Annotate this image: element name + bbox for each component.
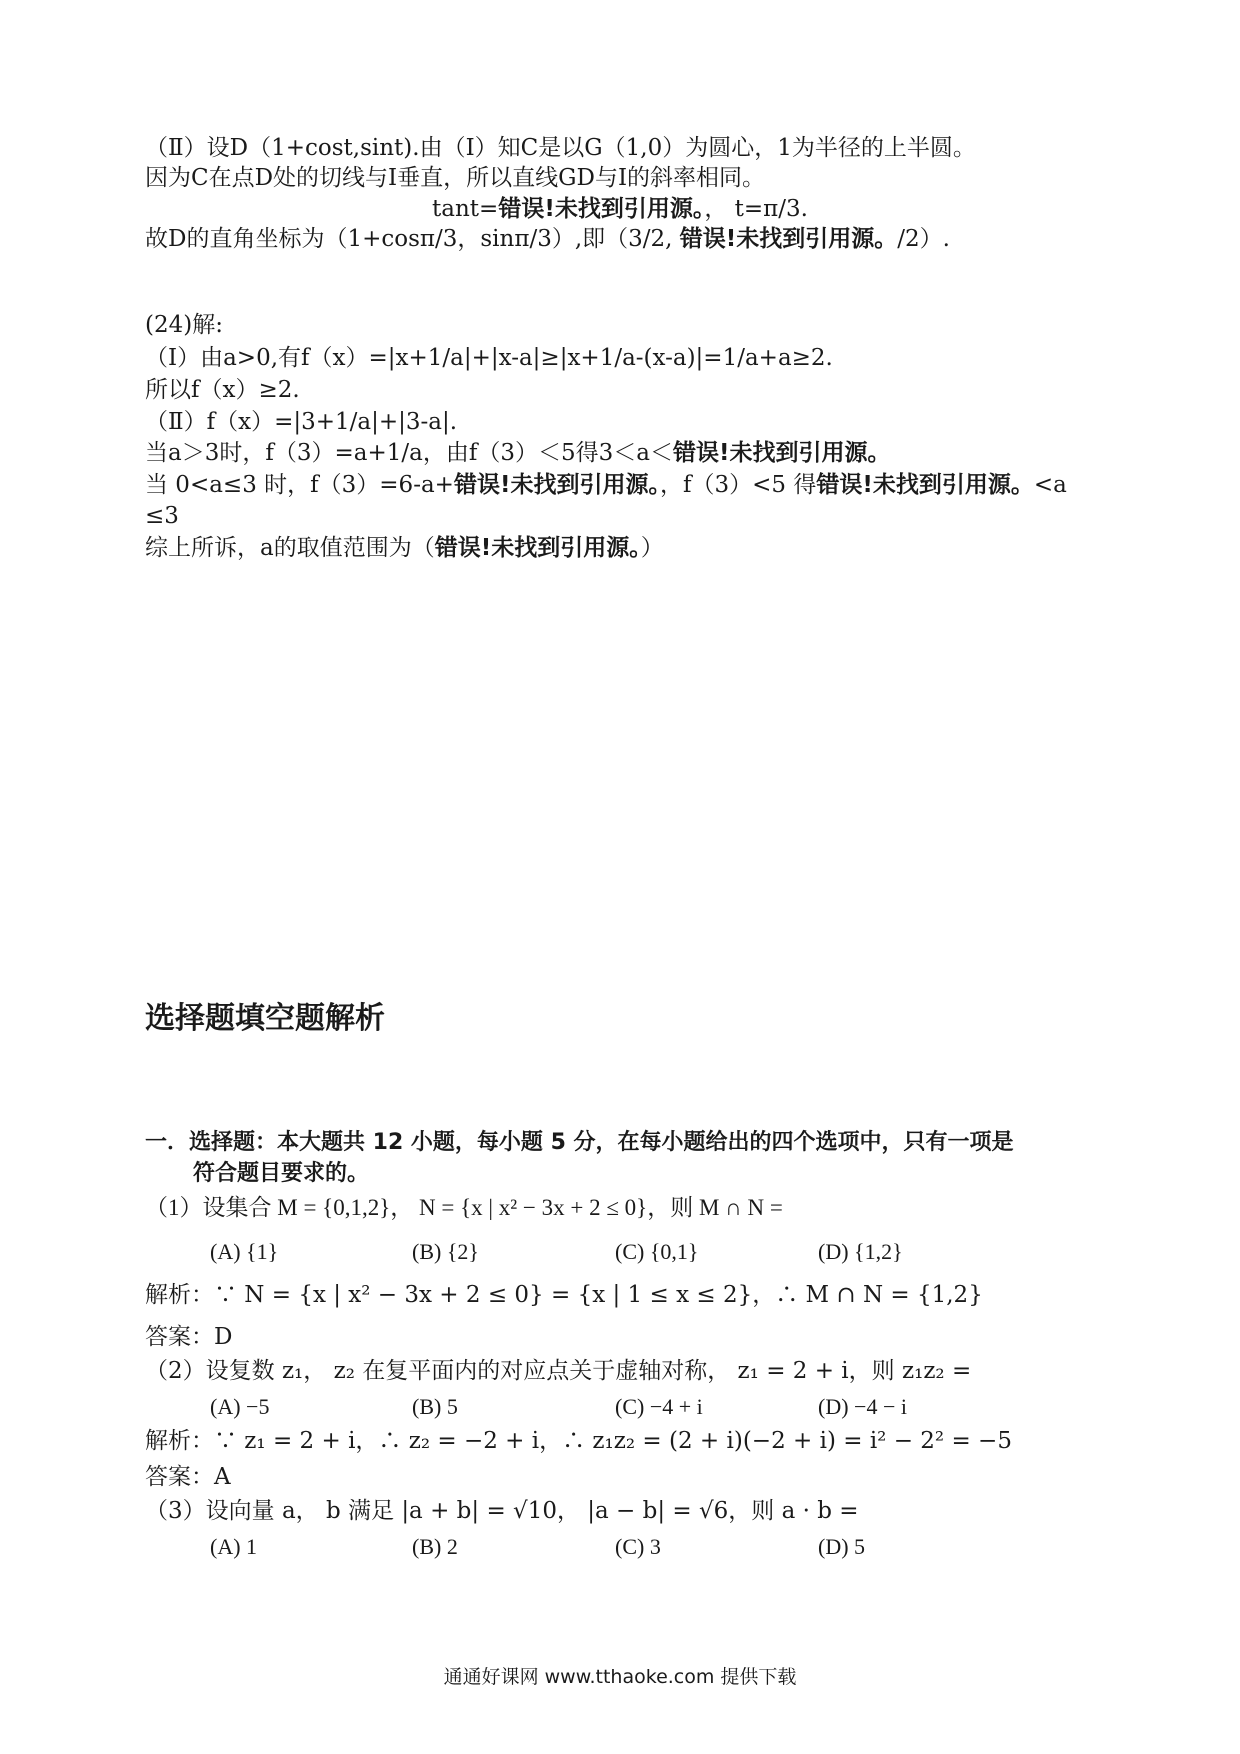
text-fragment: ，f（3）<5 得 (659, 472, 817, 498)
question-3-option-c: (C) 3 (615, 1534, 661, 1559)
question-2-option-c: (C) −4 + i (615, 1394, 703, 1419)
question-2-answer: 答案：A (145, 1464, 231, 1490)
text-line: 因为C在点D处的切线与I垂直，所以直线GD与I的斜率相同。 (145, 165, 766, 191)
text-line: （Ⅱ）f（x）=|3+1/a|+|3-a|. (145, 409, 458, 435)
text-line (145, 438, 890, 468)
text-line: ≤3 (145, 503, 179, 529)
question-2-option-d: (D) −4 − i (818, 1394, 907, 1419)
question-1-option-a: (A) {1} (210, 1239, 279, 1264)
section-title: 选择题填空题解析 (145, 1001, 385, 1036)
question-1-stem: （1）设集合 M = {0,1,2}， N = {x | x² − 3x + 2 ≤ 0}，则 M ∩ N = (145, 1195, 783, 1220)
reference-error-text: 错误!未找到引用源。 (434, 535, 641, 561)
question-3-option-d: (D) 5 (818, 1534, 866, 1559)
question-1-option-b: (B) {2} (412, 1239, 479, 1264)
text-fragment: ， t=π/3. (704, 196, 808, 222)
reference-error-text: 错误!未找到引用源。 (498, 196, 705, 222)
text-fragment: 故D的直角坐标为（1+cosπ/3，sinπ/3）,即（3/2, (145, 226, 680, 252)
text-fragment: 综上所诉，a的取值范围为（ (145, 535, 435, 561)
reference-error-text: 错误!未找到引用源。 (672, 440, 891, 466)
question-2-option-a: (A) −5 (210, 1394, 270, 1419)
text-line (145, 470, 1067, 500)
part-title: 一．选择题：本大题共 12 小题，每小题 5 分，在每小题给出的四个选项中，只有一项是 (145, 1130, 1014, 1155)
text-fragment: <a (1033, 472, 1067, 498)
text-line: 所以f（x）≥2. (145, 377, 300, 403)
text-line (145, 533, 664, 563)
question-1-option-d: (D) {1,2} (818, 1239, 903, 1264)
reference-error-text: 错误!未找到引用源。 (816, 472, 1034, 498)
question-2-option-b: (B) 5 (412, 1394, 458, 1419)
text-line: （Ⅱ）设D（1+cost,sint).由（Ⅰ）知C是以G（1,0）为圆心，1为半径的上半圆。 (145, 135, 976, 161)
question-3-option-a: (A) 1 (210, 1534, 258, 1559)
page-footer: 通通好课网 www.tthaoke.com 提供下载 (443, 1666, 797, 1688)
text-fragment: 当a＞3时，f（3）=a+1/a，由f（3）＜5得3＜a＜ (145, 440, 673, 466)
question-1-option-c: (C) {0,1} (615, 1239, 699, 1264)
text-fragment: tant= (432, 196, 499, 222)
text-line (145, 224, 950, 254)
text-fragment: ） (640, 535, 664, 561)
part-title-continued: 符合题目要求的。 (193, 1161, 370, 1186)
question-2-stem: （2）设复数 z₁， z₂ 在复平面内的对应点关于虚轴对称， z₁ = 2 + i，则 z₁z₂ = (145, 1358, 972, 1384)
text-line (0, 194, 1240, 224)
text-line: （Ⅰ）由a>0,有f（x）=|x+1/a|+|x-a|≥|x+1/a-(x-a)|=1/a+a≥2. (145, 345, 833, 371)
question-1-answer: 答案：D (145, 1324, 233, 1350)
text-fragment: /2）. (897, 226, 950, 252)
text-line: (24)解: (145, 312, 223, 338)
question-1-analysis: 解析：∵ N = {x | x² − 3x + 2 ≤ 0} = {x | 1 ≤ x ≤ 2}，∴ M ∩ N = {1,2} (145, 1282, 983, 1308)
reference-error-text: 错误!未找到引用源。 (679, 226, 898, 252)
question-3-stem: （3）设向量 a， b 满足 |a + b| = √10， |a − b| = √6，则 a · b = (145, 1498, 859, 1524)
text-fragment: 当 0<a≤3 时，f（3）=6-a+ (145, 472, 454, 498)
question-3-option-b: (B) 2 (412, 1534, 458, 1559)
question-2-analysis: 解析：∵ z₁ = 2 + i，∴ z₂ = −2 + i，∴ z₁z₂ = (2 + i)(−2 + i) = i² − 2² = −5 (145, 1428, 1012, 1454)
reference-error-text: 错误!未找到引用源。 (453, 472, 660, 498)
